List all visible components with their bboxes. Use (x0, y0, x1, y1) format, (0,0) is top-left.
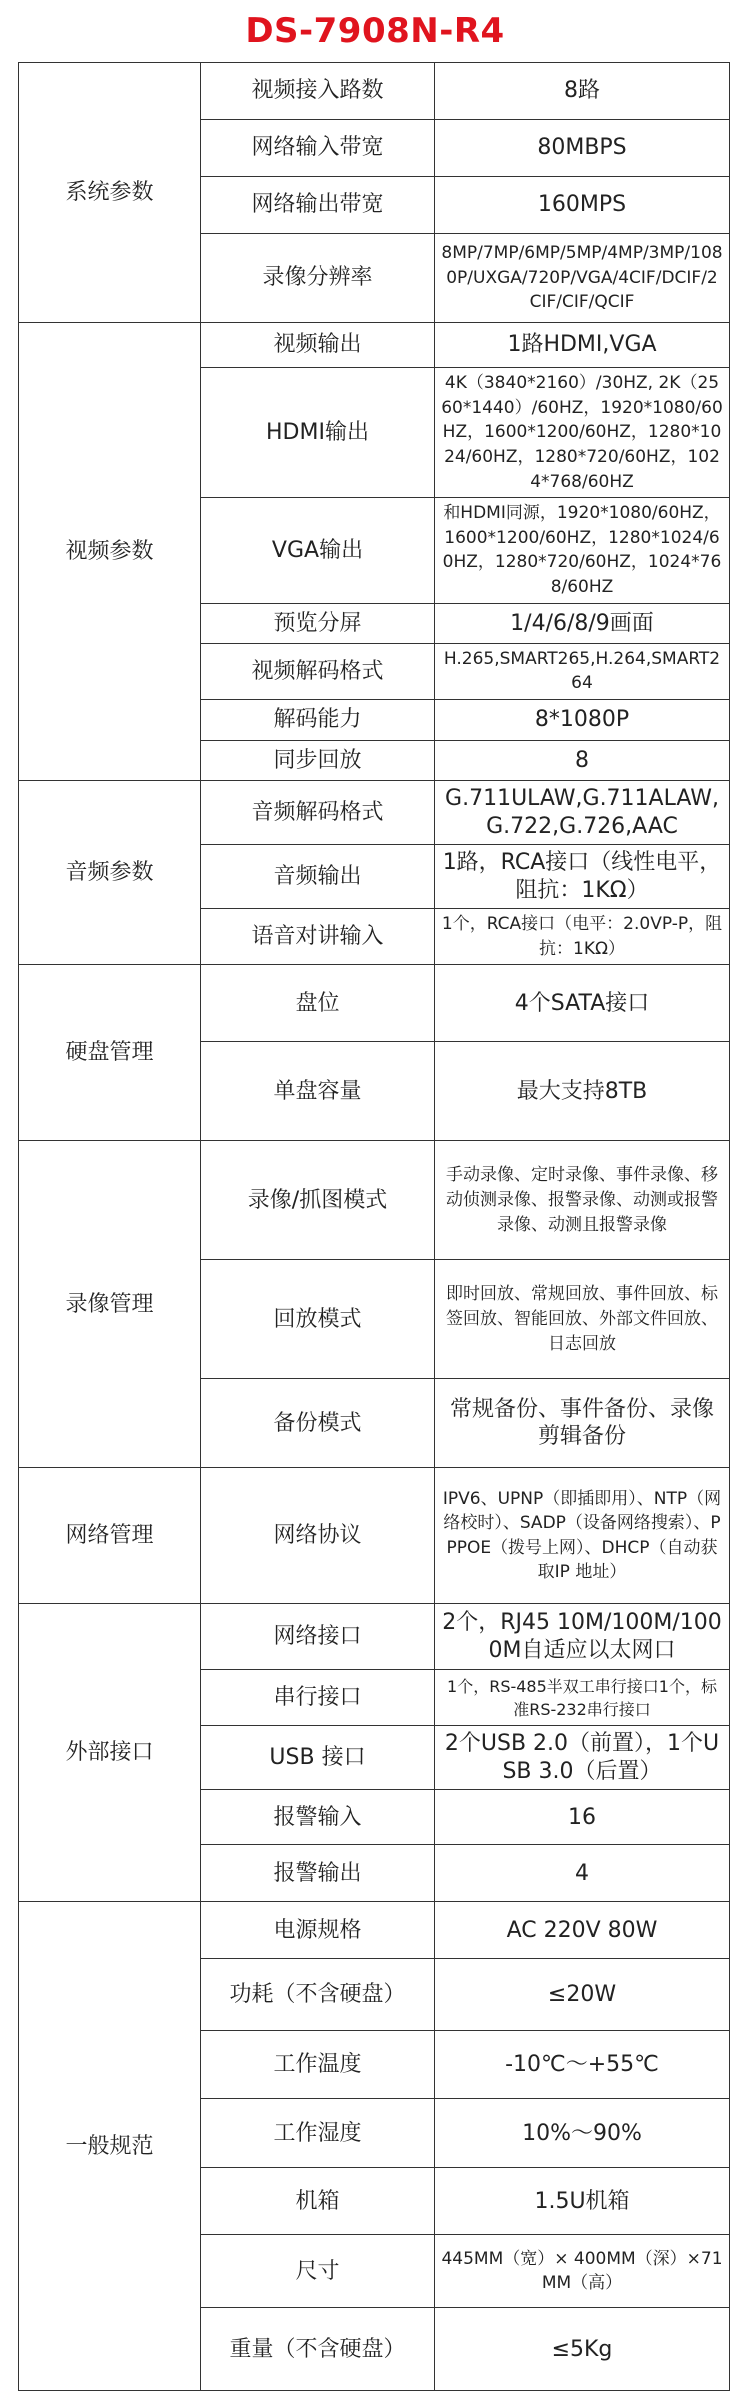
param-name-cell: 视频输出 (201, 323, 435, 368)
param-value-cell: 8*1080P (435, 700, 730, 741)
param-name-cell: 机箱 (201, 2168, 435, 2235)
param-name-cell: 报警输出 (201, 1845, 435, 1902)
param-value-cell: 1个，RS-485半双工串行接口1个，标准RS-232串行接口 (435, 1670, 730, 1726)
param-value-cell: 2个USB 2.0（前置），1个USB 3.0（后置） (435, 1726, 730, 1790)
category-cell: 网络管理 (19, 1468, 201, 1604)
category-cell: 硬盘管理 (19, 965, 201, 1141)
param-name-cell: 预览分屏 (201, 603, 435, 643)
param-value-cell: 4个SATA接口 (435, 965, 730, 1042)
param-name-cell: 录像/抓图模式 (201, 1141, 435, 1260)
spec-row (19, 781, 730, 845)
param-value-cell: 8路 (435, 63, 730, 120)
param-name-cell: 网络输入带宽 (201, 120, 435, 177)
category-cell: 音频参数 (19, 781, 201, 965)
param-value-cell: 16 (435, 1790, 730, 1845)
param-name-cell: 单盘容量 (201, 1042, 435, 1141)
param-value-cell: 和HDMI同源，1920*1080/60HZ，1600*1200/60HZ，1280*1024/60HZ，1280*720/60HZ，1024*768/60HZ (435, 498, 730, 604)
param-value-cell: 2个，RJ45 10M/100M/1000M自适应以太网口 (435, 1604, 730, 1670)
param-name-cell: 报警输入 (201, 1790, 435, 1845)
category-cell: 视频参数 (19, 323, 201, 781)
param-value-cell: ≤20W (435, 1959, 730, 2031)
param-name-cell: 录像分辨率 (201, 234, 435, 323)
param-value-cell: 1.5U机箱 (435, 2168, 730, 2235)
param-value-cell: 常规备份、事件备份、录像剪辑备份 (435, 1379, 730, 1468)
param-name-cell: 备份模式 (201, 1379, 435, 1468)
param-value-cell: 1路，RCA接口（线性电平，阻抗：1KΩ） (435, 845, 730, 909)
param-value-cell: 即时回放、常规回放、事件回放、标签回放、智能回放、外部文件回放、日志回放 (435, 1260, 730, 1379)
product-title: DS-7908N-R4 (245, 11, 505, 51)
param-value-cell: 8 (435, 741, 730, 781)
param-name-cell: 网络接口 (201, 1604, 435, 1670)
param-name-cell: 音频输出 (201, 845, 435, 909)
spec-row (19, 63, 730, 120)
category-cell: 一般规范 (19, 1902, 201, 2391)
param-value-cell: 最大支持8TB (435, 1042, 730, 1141)
param-value-cell: G.711ULAW,G.711ALAW,G.722,G.726,AAC (435, 781, 730, 845)
param-name-cell: VGA输出 (201, 498, 435, 604)
param-value-cell: ≤5Kg (435, 2308, 730, 2391)
param-name-cell: 功耗（不含硬盘） (201, 1959, 435, 2031)
param-value-cell: 160MPS (435, 177, 730, 234)
param-value-cell: -10℃～+55℃ (435, 2031, 730, 2099)
param-value-cell: 手动录像、定时录像、事件录像、移动侦测录像、报警录像、动测或报警录像、动测且报警录像 (435, 1141, 730, 1260)
param-value-cell: H.265,SMART265,H.264,SMART264 (435, 643, 730, 699)
param-value-cell: 1个，RCA接口（电平：2.0VP-P，阻抗：1KΩ） (435, 909, 730, 965)
param-name-cell: 盘位 (201, 965, 435, 1042)
spec-table (18, 62, 730, 2391)
param-value-cell: 80MBPS (435, 120, 730, 177)
param-name-cell: 工作湿度 (201, 2099, 435, 2168)
param-name-cell: 工作温度 (201, 2031, 435, 2099)
param-name-cell: USB 接口 (201, 1726, 435, 1790)
spec-row (19, 1141, 730, 1260)
param-name-cell: 重量（不含硬盘） (201, 2308, 435, 2391)
spec-row (19, 1902, 730, 1959)
param-name-cell: 解码能力 (201, 700, 435, 741)
param-name-cell: 音频解码格式 (201, 781, 435, 845)
param-value-cell: 8MP/7MP/6MP/5MP/4MP/3MP/1080P/UXGA/720P/VGA/4CIF/DCIF/2CIF/CIF/QCIF (435, 234, 730, 323)
param-value-cell: IPV6、UPNP（即插即用）、NTP（网络校时）、SADP（设备网络搜索）、PPPOE（拨号上网）、DHCP（自动获取IP 地址） (435, 1468, 730, 1604)
param-name-cell: 视频解码格式 (201, 643, 435, 699)
param-name-cell: 网络协议 (201, 1468, 435, 1604)
param-name-cell: 尺寸 (201, 2235, 435, 2308)
param-name-cell: 电源规格 (201, 1902, 435, 1959)
param-value-cell: 1/4/6/8/9画面 (435, 603, 730, 643)
param-value-cell: 1路HDMI,VGA (435, 323, 730, 368)
spec-row (19, 1468, 730, 1604)
spec-row (19, 323, 730, 368)
category-cell: 外部接口 (19, 1604, 201, 1902)
param-name-cell: HDMI输出 (201, 368, 435, 498)
spec-table-body (19, 63, 730, 2391)
param-value-cell: 4K（3840*2160）/30HZ, 2K（2560*1440）/60HZ，1920*1080/60HZ，1600*1200/60HZ，1280*1024/60HZ，1280*720/60HZ，1024*768/60HZ (435, 368, 730, 498)
param-name-cell: 网络输出带宽 (201, 177, 435, 234)
param-name-cell: 串行接口 (201, 1670, 435, 1726)
param-value-cell: AC 220V 80W (435, 1902, 730, 1959)
param-name-cell: 同步回放 (201, 741, 435, 781)
param-value-cell: 10%～90% (435, 2099, 730, 2168)
param-value-cell: 445MM（宽）× 400MM（深）×71MM（高） (435, 2235, 730, 2308)
param-name-cell: 回放模式 (201, 1260, 435, 1379)
param-name-cell: 视频接入路数 (201, 63, 435, 120)
category-cell: 系统参数 (19, 63, 201, 323)
param-value-cell: 4 (435, 1845, 730, 1902)
category-cell: 录像管理 (19, 1141, 201, 1468)
spec-row (19, 965, 730, 1042)
param-name-cell: 语音对讲输入 (201, 909, 435, 965)
spec-row (19, 1604, 730, 1670)
